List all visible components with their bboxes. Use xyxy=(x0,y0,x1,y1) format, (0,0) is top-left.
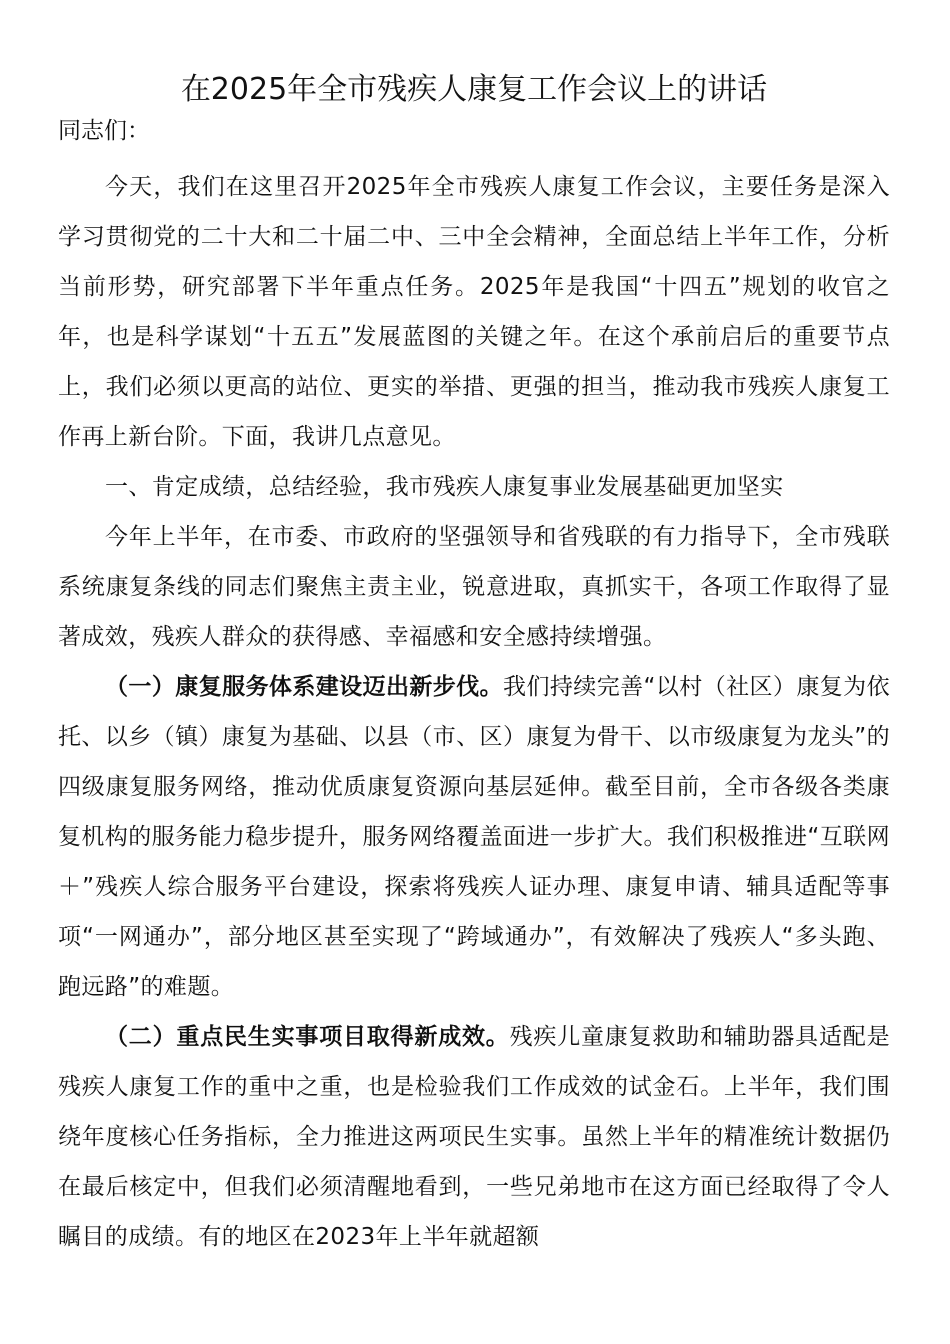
point-2-paragraph xyxy=(58,1012,890,1262)
document-title: 在2025年全市残疾人康复工作会议上的讲话 xyxy=(180,72,768,107)
salutation: 同志们： xyxy=(58,118,150,144)
point-1-paragraph xyxy=(58,662,890,1012)
point-1-lead: （一）康复服务体系建设迈出新步伐。 xyxy=(105,674,504,700)
document-page xyxy=(58,68,890,1262)
point-2-lead: （二）重点民生实事项目取得新成效。 xyxy=(105,1024,510,1050)
point-1-body: 我们持续完善“以村（社区）康复为依托、以乡（镇）康复为基础、以县（市、区）康复为骨干、以市级康复为龙头”的四级康复服务网络，推动优质康复资源向基层延伸。截至目前，全市各级各类康复机构的服务能力稳步提升，服务网络覆盖面进一步扩大。我们积极推进“互联网＋”残疾人综合服务平台建设，探索将残疾人证办理、康复申请、辅具适配等事项“一网通办”，部分地区甚至实现了“跨域通办”，有效解决了残疾人“多头跑、跑远路”的难题。 xyxy=(58,674,890,1000)
intro-paragraph: 今天，我们在这里召开2025年全市残疾人康复工作会议，主要任务是深入学习贯彻党的二十大和二十届二中、三中全会精神，全面总结上半年工作，分析当前形势，研究部署下半年重点任务。2025年是我国“十四五”规划的收官之年，也是科学谋划“十五五”发展蓝图的关键之年。在这个承前启后的重要节点上，我们必须以更高的站位、更实的举措、更强的担当，推动我市残疾人康复工作再上新台阶。下面，我讲几点意见。 xyxy=(58,174,890,450)
section-1-heading: 一、肯定成绩，总结经验，我市残疾人康复事业发展基础更加坚实 xyxy=(105,474,784,500)
point-2-body: 残疾儿童康复救助和辅助器具适配是残疾人康复工作的重中之重，也是检验我们工作成效的试金石。上半年，我们围绕年度核心任务指标，全力推进这两项民生实事。虽然上半年的精准统计数据仍在最后核定中，但我们必须清醒地看到，一些兄弟地市在这方面已经取得了令人瞩目的成绩。有的地区在2023年上半年就超额 xyxy=(58,1024,890,1250)
section-1-intro-paragraph: 今年上半年，在市委、市政府的坚强领导和省残联的有力指导下，全市残联系统康复条线的同志们聚焦主责主业，锐意进取，真抓实干，各项工作取得了显著成效，残疾人群众的获得感、幸福感和安全感持续增强。 xyxy=(58,524,890,650)
